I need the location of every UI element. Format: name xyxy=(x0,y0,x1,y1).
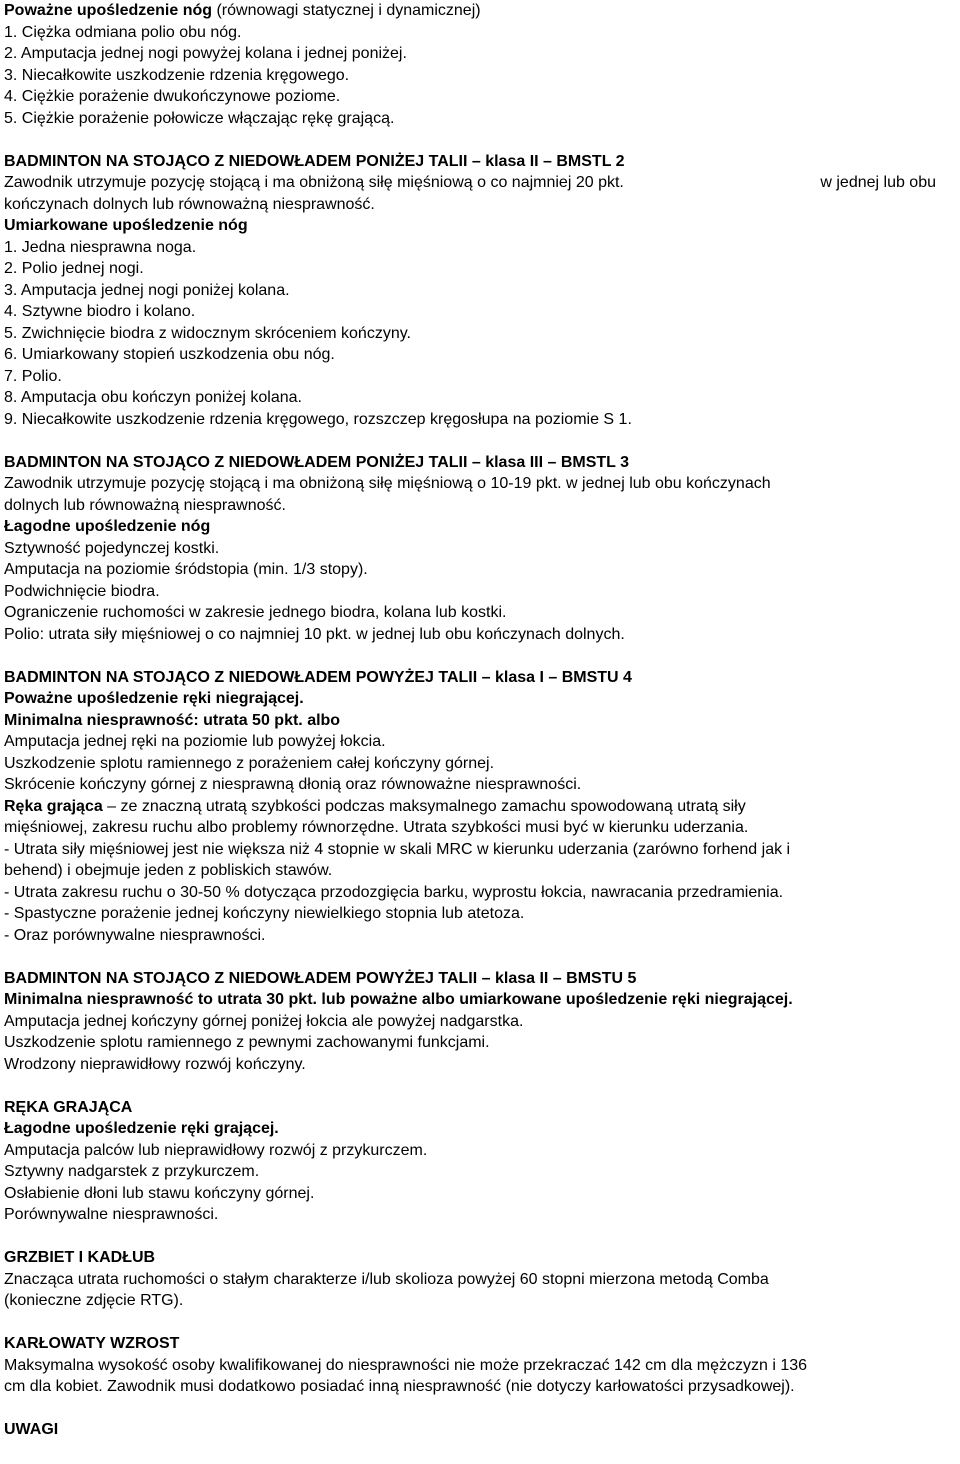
list-item: Sztywny nadgarstek z przykurczem. xyxy=(4,1163,260,1180)
list-item: 9. Niecałkowite uszkodzenie rdzenia kręgowego, rozszczep kręgosłupa na poziomie S 1. xyxy=(4,410,632,428)
spacer xyxy=(4,946,960,968)
list-item: Amputacja jednej kończyny górnej poniżej łokcia ale powyżej nadgarstka. xyxy=(4,1012,524,1030)
section-title-bmstu4: BADMINTON NA STOJĄCO Z NIEDOWŁADEM POWYŻEJ TALII – klasa I – BMSTU 4 xyxy=(4,668,632,686)
bmstl3-desc-line1: Zawodnik utrzymuje pozycję stojącą i ma obniżoną siłę mięśniową o 10-19 pkt. w jednej lub obu kończynach xyxy=(4,475,771,492)
bmstl2-subheading: Umiarkowane upośledzenie nóg xyxy=(4,217,248,234)
list-item: 4. Sztywne biodro i kolano. xyxy=(4,303,196,320)
bmstl3-desc-line2: dolnych lub równoważną niesprawność. xyxy=(4,496,286,514)
hand-line2: mięśniowej, zakresu ruchu albo problemy równorzędne. Utrata szybkości musi być w kierunku uderzania. xyxy=(4,819,749,836)
reka-sub: Łagodne upośledzenie ręki grającej. xyxy=(4,1120,279,1137)
list-item: Ograniczenie ruchomości w zakresie jednego biodra, kolana lub kostki. xyxy=(4,604,507,621)
grzbiet-line1: Znacząca utrata ruchomości o stałym charakterze i/lub skolioza powyżej 60 stopni mierzona metodą Comba xyxy=(4,1270,769,1288)
bmstl2-desc-line xyxy=(4,172,960,194)
list-item: 3. Niecałkowite uszkodzenie rdzenia kręgowego. xyxy=(4,66,350,84)
bmstl2-desc-line2: kończynach dolnych lub równoważną niesprawność. xyxy=(4,195,375,213)
bmstl2-desc-right: w jednej lub obu xyxy=(820,174,936,191)
list-item: Osłabienie dłoni lub stawu kończyny górnej. xyxy=(4,1184,315,1202)
list-item: Wrodzony nieprawidłowy rozwój kończyny. xyxy=(4,1055,306,1073)
spacer xyxy=(4,1226,960,1248)
section-title-bmstu5: BADMINTON NA STOJĄCO Z NIEDOWŁADEM POWYŻEJ TALII – klasa II – BMSTU 5 xyxy=(4,969,637,987)
spacer xyxy=(4,1075,960,1097)
section-title-uwagi: UWAGI xyxy=(4,1421,59,1438)
list-item: 8. Amputacja obu kończyn poniżej kolana. xyxy=(4,389,302,406)
bmstl2-desc-left: Zawodnik utrzymuje pozycję stojącą i ma obniżoną siłę mięśniową o co najmniej 20 pkt. xyxy=(4,174,624,191)
hand-label: Ręka grająca xyxy=(4,797,103,815)
bmstu4-sub2: Minimalna niesprawność: utrata 50 pkt. albo xyxy=(4,711,341,729)
karl-line2: cm dla kobiet. Zawodnik musi dodatkowo posiadać inną niesprawność (nie dotyczy karłowatości przysadkowej). xyxy=(4,1378,795,1395)
list-item: 2. Polio jednej nogi. xyxy=(4,260,144,277)
list-item: Skrócenie kończyny górnej z niesprawną dłonią oraz równoważne niesprawności. xyxy=(4,776,582,793)
bmstu5-sub: Minimalna niesprawność to utrata 30 pkt. lub poważne albo umiarkowane upośledzenie ręki niegrającej. xyxy=(4,991,793,1008)
list-item: Sztywność pojedynczej kostki. xyxy=(4,539,220,557)
list-item: - Utrata siły mięśniowej jest nie większa niż 4 stopnie w skali MRC w kierunku uderzania (zarówno forhend jak i xyxy=(4,840,791,858)
spacer xyxy=(4,430,960,452)
list-item: Polio: utrata siły mięśniowej o co najmniej 10 pkt. w jednej lub obu kończynach dolnych. xyxy=(4,625,625,643)
list-item: Porównywalne niesprawności. xyxy=(4,1206,219,1223)
legs-severe-heading: Poważne upośledzenie nóg xyxy=(4,2,213,19)
list-item: Podwichnięcie biodra. xyxy=(4,582,160,600)
list-item: 1. Jedna niesprawna noga. xyxy=(4,238,197,256)
section-title-grzbiet: GRZBIET I KADŁUB xyxy=(4,1249,156,1266)
legs-severe-heading-rest: (równowagi statycznej i dynamicznej) xyxy=(212,2,481,19)
list-item: 2. Amputacja jednej nogi powyżej kolana i jednej poniżej. xyxy=(4,45,407,62)
list-item: Amputacja jednej ręki na poziomie lub powyżej łokcia. xyxy=(4,733,386,750)
list-item: - Spastyczne porażenie jednej kończyny niewielkiego stopnia lub atetoza. xyxy=(4,905,525,922)
spacer xyxy=(4,129,960,151)
spacer xyxy=(4,645,960,667)
bmstu4-sub1: Poważne upośledzenie ręki niegrającej. xyxy=(4,690,304,707)
grzbiet-line2: (konieczne zdjęcie RTG). xyxy=(4,1292,184,1309)
bmstl3-subheading: Łagodne upośledzenie nóg xyxy=(4,518,211,535)
list-item: 5. Zwichnięcie biodra z widocznym skróceniem kończyny. xyxy=(4,324,411,342)
list-item: behend) i obejmuje jeden z pobliskich stawów. xyxy=(4,862,333,879)
list-item: Uszkodzenie splotu ramiennego z porażeniem całej kończyny górnej. xyxy=(4,754,495,772)
section-title-karl: KARŁOWATY WZROST xyxy=(4,1335,180,1352)
section-title-bmstl3: BADMINTON NA STOJĄCO Z NIEDOWŁADEM PONIŻEJ TALII – klasa III – BMSTL 3 xyxy=(4,453,629,471)
list-item: 6. Umiarkowany stopień uszkodzenia obu nóg. xyxy=(4,346,335,363)
list-item: 4. Ciężkie porażenie dwukończynowe poziome. xyxy=(4,88,341,105)
legs-severe-heading-line xyxy=(4,0,960,22)
section-title-bmstl2: BADMINTON NA STOJĄCO Z NIEDOWŁADEM PONIŻEJ TALII – klasa II – BMSTL 2 xyxy=(4,152,625,170)
list-item: Uszkodzenie splotu ramiennego z pewnymi zachowanymi funkcjami. xyxy=(4,1034,490,1051)
hand-line xyxy=(4,796,960,818)
list-item: - Oraz porównywalne niesprawności. xyxy=(4,926,266,944)
hand-rest: – ze znaczną utratą szybkości podczas maksymalnego zamachu spowodowaną utratą siły xyxy=(102,797,746,815)
karl-line1: Maksymalna wysokość osoby kwalifikowanej do niesprawności nie może przekraczać 142 cm dla mężczyzn i 136 xyxy=(4,1356,808,1374)
list-item: 3. Amputacja jednej nogi poniżej kolana. xyxy=(4,281,290,299)
list-item: - Utrata zakresu ruchu o 30-50 % dotycząca przodozgięcia barku, wyprostu łokcia, nawracania przedramienia. xyxy=(4,883,784,901)
list-item: Amputacja palców lub nieprawidłowy rozwój z przykurczem. xyxy=(4,1141,428,1159)
section-title-reka: RĘKA GRAJĄCA xyxy=(4,1098,133,1116)
list-item: 1. Ciężka odmiana polio obu nóg. xyxy=(4,23,242,41)
document-page xyxy=(4,0,960,1441)
list-item: 7. Polio. xyxy=(4,367,62,385)
list-item: Amputacja na poziomie śródstopia (min. 1/3 stopy). xyxy=(4,561,368,578)
spacer xyxy=(4,1312,960,1334)
spacer xyxy=(4,1398,960,1420)
list-item: 5. Ciężkie porażenie połowicze włączając rękę grającą. xyxy=(4,109,395,127)
